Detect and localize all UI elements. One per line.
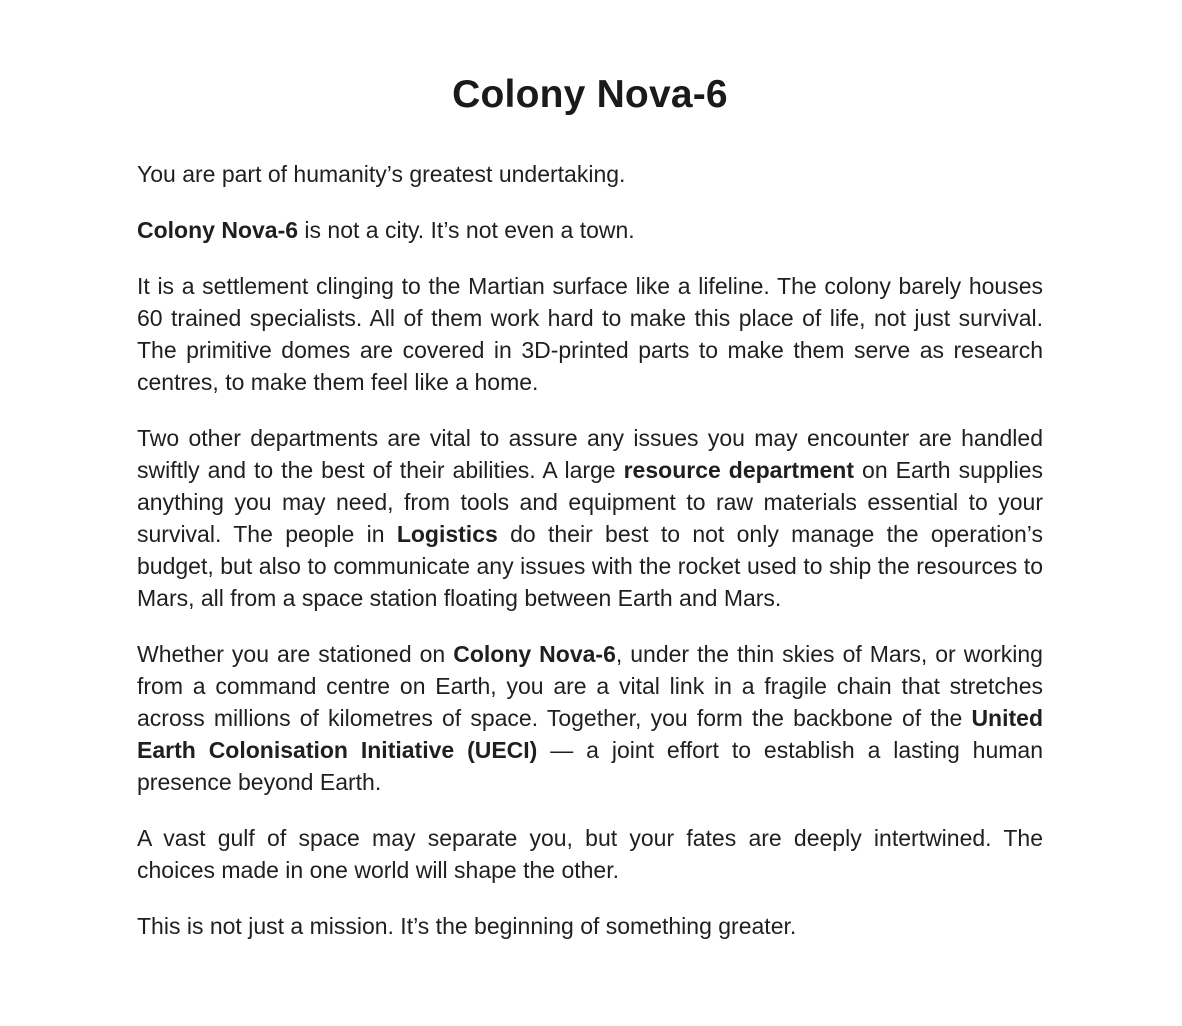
bold-resource-department: resource department — [623, 457, 855, 483]
paragraph-text: Whether you are stationed on — [137, 641, 454, 667]
paragraph-text: is not a city. It’s not even a town. — [298, 217, 635, 243]
paragraph-text: This is not just a mission. It’s the beginning of something greater. — [137, 913, 797, 939]
paragraph-text: Two other departments are vital to assure any issues you may encounter are handled swiftly and to the best of their abilities. A large — [137, 425, 1043, 483]
paragraph-text: on Earth supplies anything you may need, from tools and equipment to raw materials essential to your survival. The people in — [137, 457, 1043, 547]
paragraph-ueci — [137, 638, 1043, 798]
paragraph-text: , under the thin skies of Mars, or working from a command centre on Earth, you are a vital link in a fragile chain that stretches across millions of kilometres of space. Together, you form the backbone of the — [137, 641, 1043, 731]
paragraph-text: do their best to not only manage the operation’s budget, but also to communicate any issues with the rocket used to ship the resources to Mars, all from a space station floating between Earth and Mars. — [137, 521, 1043, 611]
paragraph-colony-definition — [137, 214, 1043, 246]
bold-colony-name: Colony Nova-6 — [137, 217, 299, 243]
bold-colony-name: Colony Nova-6 — [453, 641, 616, 667]
paragraph-text: You are part of humanity’s greatest undertaking. — [137, 161, 626, 187]
paragraph-text: It is a settlement clinging to the Martian surface like a lifeline. The colony barely houses 60 trained specialists. All of them work hard to make this place of life, not just survival. The primitive domes are covered in 3D-printed parts to make them serve as research centres, to make them feel like a home. — [137, 273, 1043, 395]
paragraph-closing — [137, 910, 1043, 942]
page-title: Colony Nova-6 — [452, 73, 728, 116]
paragraph-text: — a joint effort to establish a lasting human presence beyond Earth. — [137, 737, 1043, 795]
document-body — [137, 158, 1043, 942]
paragraph-settlement — [137, 270, 1043, 398]
paragraph-intro — [137, 158, 1043, 190]
document-page — [137, 70, 1043, 966]
paragraph-departments — [137, 422, 1043, 614]
bold-logistics: Logistics — [396, 521, 498, 547]
paragraph-text: A vast gulf of space may separate you, but your fates are deeply intertwined. The choices made in one world will shape the other. — [137, 825, 1043, 883]
paragraph-fates — [137, 822, 1043, 886]
bold-ueci-name: United Earth Colonisation Initiative (UECI) — [137, 705, 1043, 763]
